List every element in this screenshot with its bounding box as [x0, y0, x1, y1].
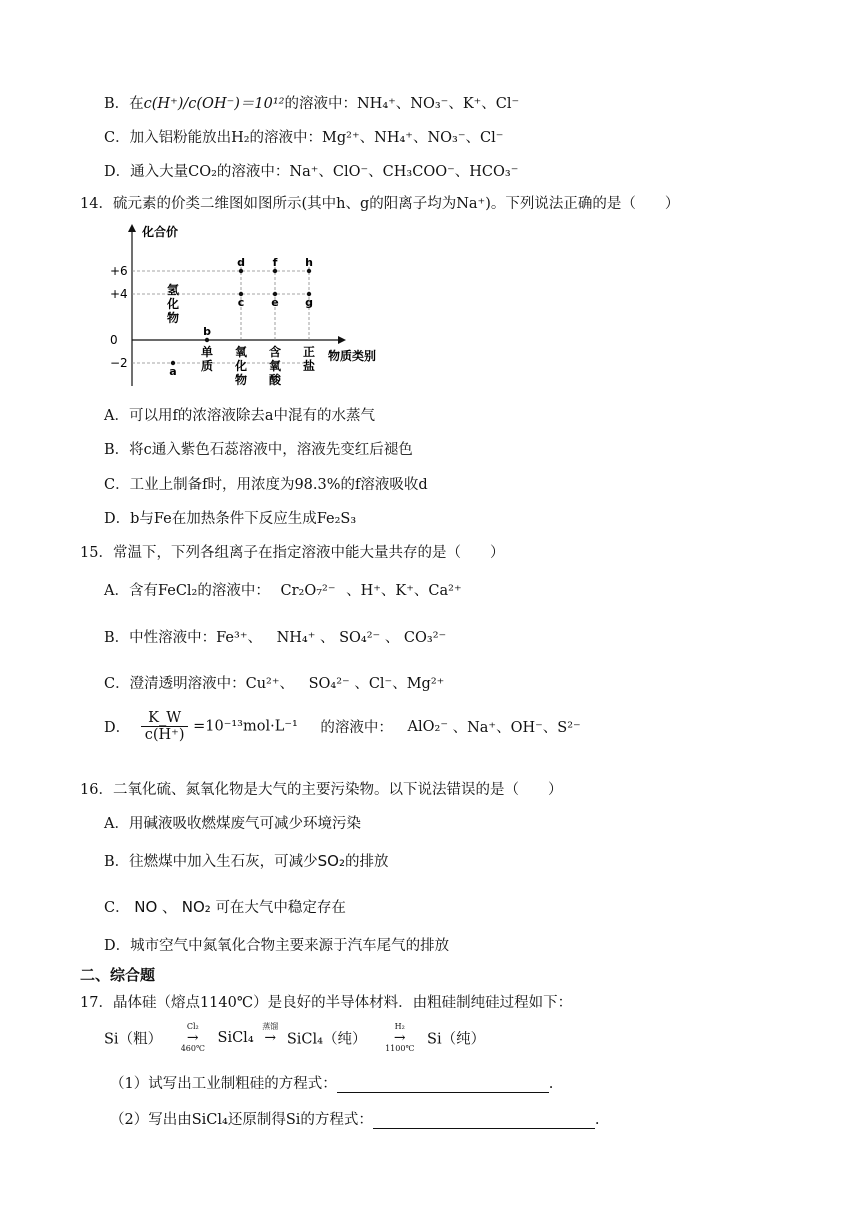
arrow-reduction: H₂ → 1100℃: [385, 1022, 415, 1053]
q14-option-c: C．工业上制备f时，用浓度为98.3%的f溶液吸收d: [104, 477, 428, 493]
q13-option-b: B．在c(H⁺)/c(OH⁻)＝10¹²的溶液中：NH₄⁺、NO₃⁻、K⁺、Cl⁻: [104, 96, 520, 112]
q15-stem: 15．常温下，下列各组离子在指定溶液中能大量共存的是（ ）: [80, 545, 505, 561]
category-label-char: 正: [302, 345, 316, 359]
q14-option-d: D．b与Fe在加热条件下反应生成Fe₂S₃: [104, 511, 357, 527]
category-label-char: 含: [268, 345, 282, 359]
y-tick-label: +6: [110, 264, 128, 278]
q13-option-d: D．通入大量CO₂的溶液中：Na⁺、ClO⁻、CH₃COO⁻、HCO₃⁻: [104, 164, 519, 180]
valence-class-chart: [96, 222, 406, 392]
kw-fraction: $\frac{K\_W}{c(H^+)}$: [141, 710, 189, 743]
q16-stem: 16．二氧化硫、氮氧化物是大气的主要污染物。以下说法错误的是（ ）: [80, 782, 563, 798]
y-tick-label: −2: [110, 356, 128, 370]
category-label-char: 物: [166, 311, 180, 325]
q17-sub1: （1）试写出工业制粗硅的方程式： .: [110, 1076, 554, 1092]
q16-option-b: B．往燃煤中加入生石灰，可减少SO₂的排放: [104, 852, 389, 870]
q16-option-c: C． NO 、 NO₂ 可在大气中稳定存在: [104, 898, 346, 916]
q15-option-b-ions: NH₄⁺ 、 SO₄²⁻ 、 CO₃²⁻: [276, 630, 447, 646]
aluminate-ion: AlO₂⁻: [407, 718, 448, 735]
q14-option-b: B．将c通入紫色石蕊溶液中，溶液先变红后褪色: [104, 442, 413, 458]
y-axis-label: 化合价: [142, 225, 179, 239]
category-label-char: 盐: [302, 359, 316, 373]
point-label-a: a: [169, 365, 177, 378]
q13-option-b-condition: c(H⁺)/c(OH⁻)＝10¹²: [143, 96, 285, 112]
q15-option-b: B．中性溶液中：Fe³⁺、 NH₄⁺ 、 SO₄²⁻ 、 CO₃²⁻: [104, 630, 447, 646]
answer-blank-1[interactable]: [337, 1076, 549, 1093]
arrow-chlorination: Cl₂ → 460℃: [180, 1022, 205, 1053]
so2-formula: SO₂: [317, 852, 345, 870]
section-title: 二、综合题: [80, 966, 156, 984]
q13-option-c: C．加入铝粉能放出H₂的溶液中：Mg²⁺、NH₄⁺、NO₃⁻、Cl⁻: [104, 130, 504, 146]
point-label-b: b: [203, 325, 211, 338]
point-f: [273, 269, 277, 273]
category-label-char: 氧: [234, 345, 248, 359]
category-label-char: 氧: [268, 359, 282, 373]
category-label-char: 酸: [268, 373, 282, 387]
point-h: [307, 269, 311, 273]
dichromate-ion: Cr₂O₇²⁻: [280, 583, 336, 599]
point-label-g: g: [305, 296, 313, 309]
q17-stem: 17．晶体硅（熔点1140℃）是良好的半导体材料．由粗硅制纯硅过程如下：: [80, 995, 573, 1011]
answer-blank-2[interactable]: [373, 1112, 595, 1129]
arrow-distillation: 蒸馏 →: [262, 1022, 279, 1046]
q15-option-d: D． $\frac{K\_W}{c(H^+)}$ =10⁻¹³mol·L⁻¹ 的溶液中： AlO₂⁻ 、Na⁺、OH⁻、S²⁻: [104, 710, 581, 743]
q14-option-a: A．可以用f的浓溶液除去a中混有的水蒸气: [104, 408, 375, 424]
sulfate-ion: SO₄²⁻: [308, 676, 350, 692]
y-tick-label: +4: [110, 287, 128, 301]
point-b: [205, 338, 209, 342]
category-label-char: 质: [200, 359, 214, 373]
y-tick-label: 0: [110, 333, 118, 347]
point-label-f: f: [272, 256, 278, 269]
q14-stem: 14．硫元素的价类二维图如图所示(其中h、g的阳离子均为Na⁺)。下列说法正确的是（ ）: [80, 196, 680, 212]
category-label-char: 单: [200, 345, 214, 359]
point-label-c: c: [237, 296, 245, 309]
silicon-flow: Si（粗） Cl₂ → 460℃ SiCl₄ 蒸馏 → SiCl₄（纯） H₂ → 1100℃ Si（纯）: [104, 1022, 486, 1053]
point-d: [239, 269, 243, 273]
q15-option-c: C．澄清透明溶液中：Cu²⁺、 SO₄²⁻ 、Cl⁻、Mg²⁺: [104, 676, 445, 692]
x-axis-label: 物质类别: [328, 349, 377, 363]
q17-sub2: （2）写出由SiCl₄还原制得Si的方程式： .: [110, 1112, 600, 1128]
nox-formula: NO 、 NO₂: [134, 898, 211, 916]
category-label-char: 氢: [166, 283, 180, 297]
point-label-e: e: [271, 296, 279, 309]
q15-option-a: A．含有FeCl₂的溶液中： Cr₂O₇²⁻ 、H⁺、K⁺、Ca²⁺: [104, 583, 462, 599]
q16-option-a: A．用碱液吸收燃煤废气可减少环境污染: [104, 816, 361, 832]
category-label-char: 化: [234, 359, 248, 373]
category-label-char: 物: [234, 373, 248, 387]
point-label-h: h: [305, 256, 313, 269]
q16-option-d: D．城市空气中氮氧化合物主要来源于汽车尾气的排放: [104, 938, 450, 954]
category-label-char: 化: [166, 297, 180, 311]
point-label-d: d: [237, 256, 245, 269]
